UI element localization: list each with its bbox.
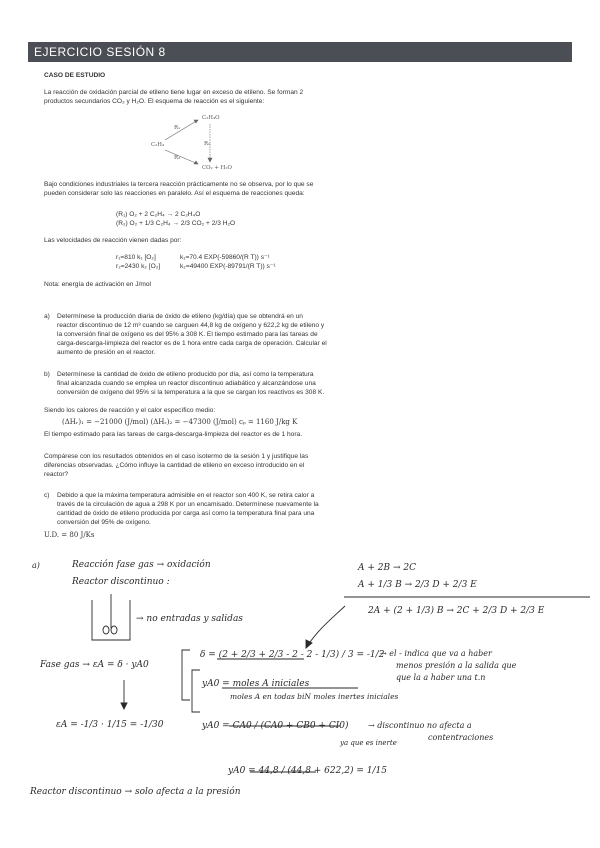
notes-last-line: Reactor discontinuo → solo afecta a la presión xyxy=(30,787,241,797)
reaction-1: (R₁) O₂ + 2 C₂H₄ → 2 C₂H₄O xyxy=(116,211,201,218)
ud-value: U.D. = 80 J/Ks xyxy=(44,531,95,539)
heat-intro: Siendo los calores de reacción y el calor específico medio: xyxy=(44,407,216,414)
compare-line: reactor? xyxy=(44,471,69,478)
question-c-line: Debido a que la máxima temperatura admisible en el reactor son 400 K, se retira calor a xyxy=(57,492,315,499)
cond-line-2: pueden considerar solo las reacciones en paralelo. Así el esquema de reacciones queda: xyxy=(44,190,305,197)
rate-1: r₁=810 k₁ [O₂] xyxy=(116,254,156,261)
epsilon-value: εA = -1/3 · 1/15 = -1/30 xyxy=(56,720,164,730)
notes-line-1: Reacción fase gas → oxidación xyxy=(72,560,211,570)
notes-line-2: Reactor discontinuo : xyxy=(72,577,170,587)
scheme-r2: R₂ xyxy=(204,141,211,147)
question-c-line: través de la circulación de agua a 298 K por un encamisado. Determínese nuevamente la xyxy=(57,501,319,508)
question-a-line: la conversión final de oxígeno es del 95% a 308 K. El tiempo estimado para las tareas de xyxy=(57,331,318,338)
k2-expr: k₂=49400 EXP(-89791/(R T)) s⁻¹ xyxy=(180,263,276,270)
question-b-line: Determínese la cantidad de óxido de etileno producido por día, así como la temperatura xyxy=(57,371,314,378)
cond-line-1: Bajo condiciones industriales la tercera reacción prácticamente no se observa, por lo que se xyxy=(44,181,314,188)
question-a-label: a) xyxy=(44,313,50,320)
intro-line-1: La reacción de oxidación parcial de etileno tiene lugar en exceso de etileno. Se forman 2 xyxy=(44,89,304,96)
rate-2: r₂=2430 k₂ [O₂] xyxy=(116,263,161,270)
heat-equation: (ΔHᵣ)₁ = −21000 (J/mol) (ΔHᵣ)₂ = −47300 (J/mol) cₚ = 1160 J/kg K xyxy=(62,418,298,426)
inert-note: ya que es inerte xyxy=(340,739,397,747)
question-a-line: carga-descarga-limpieza del reactor es de 1 hora entre cada carga de operación. Calcular el xyxy=(57,340,327,347)
question-b-line: final alcanzada cuando se emplea un reactor discontinuo adiabático y alcanzándose una xyxy=(57,380,316,387)
question-a-line: reactor discontinuo de 12 m³ cuando se carguen 44,8 kg de oxígeno y 622,2 kg de etileno y xyxy=(57,322,325,329)
question-c-line: conversión del 95% de oxígeno. xyxy=(57,519,151,526)
equation-3: 2A + (2 + 1/3) B → 2C + 2/3 D + 2/3 E xyxy=(368,606,545,616)
delta-note-2: menos presión a la salida que xyxy=(396,661,517,670)
equation-1: A + 2B → 2C xyxy=(358,563,416,573)
delta-expr: δ = (2 + 2/3 + 2/3 - 2 - 2 - 1/3) / 3 = -1/2 xyxy=(200,650,385,660)
page-title: EJERCICIO SESIÓN 8 xyxy=(34,45,166,59)
scheme-r3: R₃ xyxy=(174,155,181,161)
ya0-denominator: moles A en todas biN moles inertes iniciales xyxy=(230,692,399,701)
delta-note-1: → el - indica que va a haber xyxy=(380,649,492,658)
question-b-label: b) xyxy=(44,371,50,378)
case-heading: CASO DE ESTUDIO xyxy=(44,72,106,79)
question-a-line: Determínese la producción diaria de óxido de etileno (kg/día) que se obtendrá en un xyxy=(57,313,303,320)
notes-line-3: → no entradas y salidas xyxy=(136,614,243,624)
gas-phase-expr: Fase gas → εA = δ · yA0 xyxy=(40,660,149,670)
question-c-line: cantidad de óxido de etileno producida por carga así como la temperatura final para una xyxy=(57,510,315,517)
k1-expr: k₁=70.4 EXP(-59860/(R T)) s⁻¹ xyxy=(180,254,270,261)
notes-item-a: a) xyxy=(32,561,40,570)
scheme-bottom: CO₂ + H₂O xyxy=(202,165,232,171)
question-c-label: c) xyxy=(44,492,50,499)
equation-2: A + 1/3 B → 2/3 D + 2/3 E xyxy=(358,580,477,590)
ya0-definition: yA0 = moles A iniciales xyxy=(202,679,310,689)
question-a-line: aumento de presión en el reactor. xyxy=(57,349,156,356)
ya0-value: yA0 = 44,8 / (44,8 + 622,2) = 1/15 xyxy=(228,766,387,776)
reaction-2: (R₂) O₂ + 1/3 C₂H₄ → 2/3 CO₂ + 2/3 H₂O xyxy=(116,220,236,227)
time-note: El tiempo estimado para las tareas de carga-descarga-limpieza del reactor es de 1 hora. xyxy=(44,431,303,438)
discontinuous-note-2: contentraciones xyxy=(428,733,494,742)
scheme-left: C₂H₄ xyxy=(151,142,165,148)
compare-line: diferencias observadas. ¿Cómo influye la cantidad de etileno en exceso introducido en el xyxy=(44,462,305,469)
scheme-top: C₂H₄O xyxy=(202,115,220,121)
ya0-concentration: yA0 = CA0 / (CA0 + CB0 + CI0) xyxy=(202,721,349,731)
question-b-line: conversión de oxígeno del 95% si la temperatura a la que se cargan los reactivos es 308 K. xyxy=(57,389,325,396)
activation-note: Nota: energía de activación en J/mol xyxy=(44,281,152,288)
discontinuous-note-1: → discontinuo no afecta a xyxy=(368,721,472,730)
delta-note-3: que la a haber una t.n xyxy=(396,673,486,682)
rates-intro: Las velocidades de reacción vienen dadas por: xyxy=(44,237,182,244)
compare-line: Compárese con los resultados obtenidos en el caso isotermo de la sesión 1 y justifique las xyxy=(44,453,309,460)
scheme-r1: R₁ xyxy=(174,125,181,131)
intro-line-2: productos secundarios CO₂ y H₂O. El esquema de reacción es el siguiente: xyxy=(44,98,265,105)
